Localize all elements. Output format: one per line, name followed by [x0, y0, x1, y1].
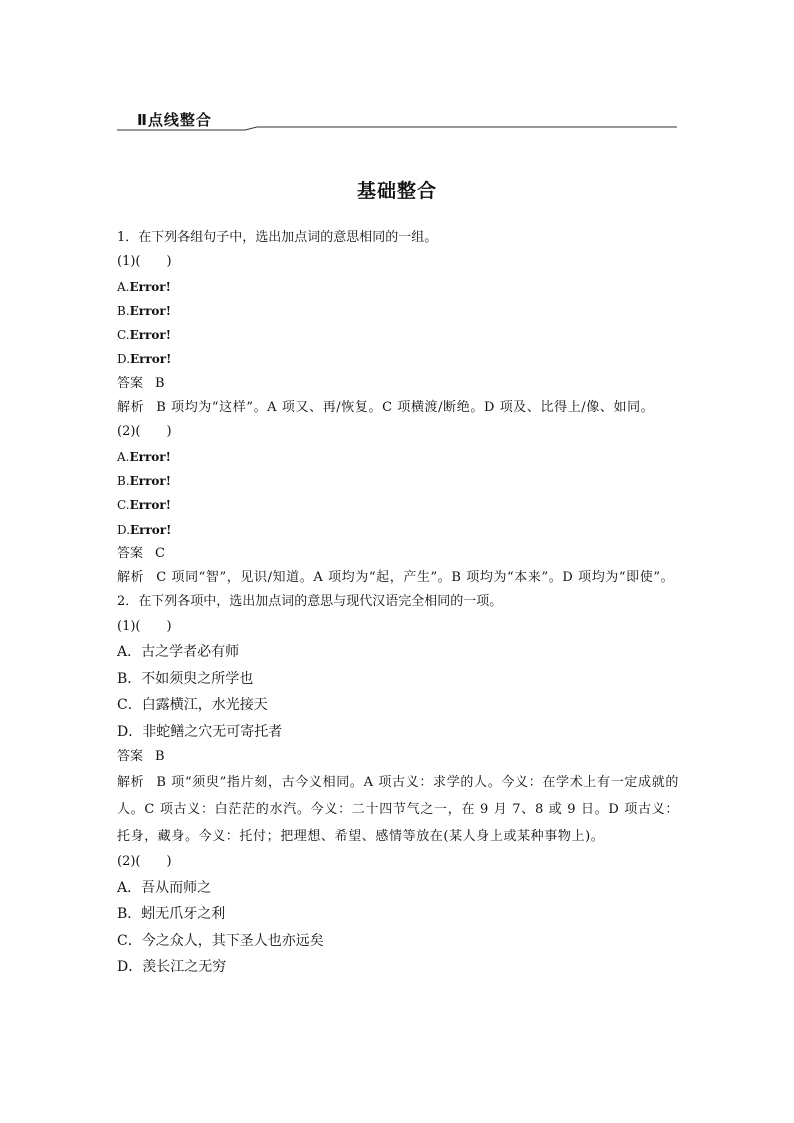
q2-sub1-option-d: D．非蛇鳝之穴无可寄托者: [117, 723, 283, 740]
q2-sub2-option-b: B．蚓无爪牙之利: [117, 906, 226, 923]
q2-sub1-answer: 答案 B: [117, 749, 165, 765]
q1-sub1-explanation: 解析 B 项均为“这样”。A 项又、再/恢复。C 项横渡/断绝。D 项及、比得上/像、如同。: [117, 400, 655, 416]
q1-sub2-number: (2)( ): [117, 424, 172, 440]
q1-sub2-answer: 答案 C: [117, 545, 165, 561]
q1-sub2-option-c: C.Error!: [117, 498, 171, 513]
q2-sub1-explanation: 解析 B 项“须臾”指片刻，古今义相同。A 项古义：求学的人。今义：在学术上有一定成就的人。C 项古义：白茫茫的水汽。今义：二十四节气之一，在 9 月 7、8 或 9 日。D 项古义：托身，藏身。今义：托付；把理想、希望、感情等放在(某人身上或某种事物上)。: [117, 775, 679, 845]
question-content: [117, 226, 679, 981]
q2-sub2-number: (2)( ): [117, 854, 172, 870]
q2-sub1-option-b: B．不如须臾之所学也: [117, 670, 254, 687]
q2-sub2-option-c: C．今之众人，其下圣人也亦远矣: [117, 932, 324, 949]
q1-sub1-option-c: C.Error!: [117, 328, 171, 343]
q1-sub1-option-d: D.Error!: [117, 352, 172, 367]
q1-sub1-option-a: A.Error!: [117, 279, 171, 294]
q2-sub1-number: (1)( ): [117, 618, 172, 634]
section-header: [117, 109, 677, 131]
q2-sub2-option-d: D．羡长江之无穷: [117, 959, 227, 976]
q1-sub1-option-b: B.Error!: [117, 303, 172, 318]
q1-sub2-option-a: A.Error!: [117, 449, 171, 464]
q2-sub1-option-a: A．古之学者必有师: [117, 644, 240, 661]
q2-stem: 2．在下列各项中，选出加点词的意思与现代汉语完全相同的一项。: [117, 594, 503, 610]
q1-sub1-number: (1)( ): [117, 254, 172, 270]
q1-sub1-answer: 答案 B: [117, 375, 165, 391]
q2-sub1-option-c: C．白露横江，水光接天: [117, 697, 268, 714]
page-title: 基础整合: [356, 180, 437, 202]
q1-sub2-option-b: B.Error!: [117, 473, 172, 488]
q1-sub2-option-d: D.Error!: [117, 522, 172, 537]
section-title: Ⅱ点线整合: [137, 111, 212, 129]
q1-sub2-explanation: 解析 C 项同“智”，见识/知道。A 项均为“起，产生”。B 项均为“本来”。D 项均为“即使”。: [117, 570, 675, 586]
q2-sub2-option-a: A．吾从而师之: [117, 879, 212, 896]
q1-stem: 1．在下列各组句子中，选出加点词的意思相同的一组。: [117, 230, 438, 245]
